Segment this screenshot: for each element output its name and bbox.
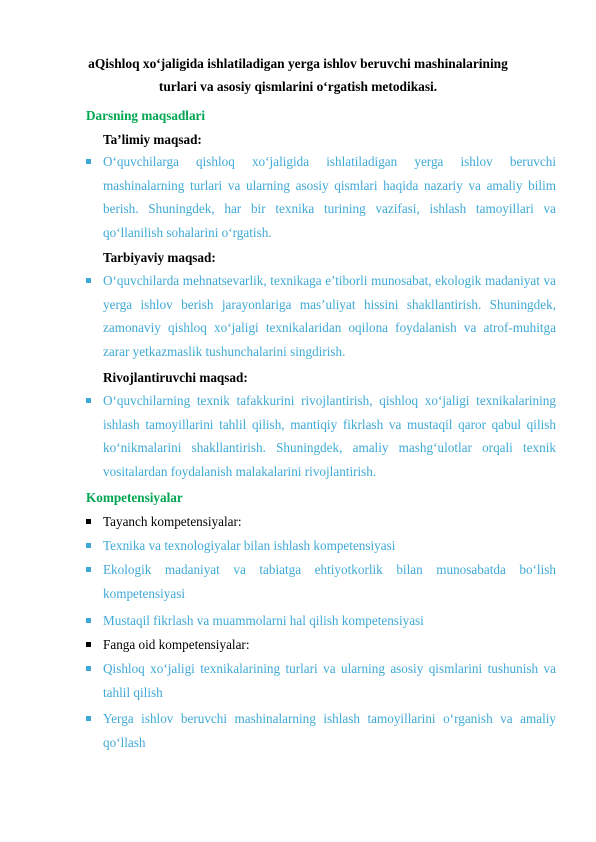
- bullet-icon: [86, 642, 91, 647]
- developmental-goal-label: Rivojlantiruvchi maqsad:: [103, 370, 248, 385]
- educational-goal-text: O‘quvchilarga qishloq xo‘jaligida ishlatiladigan yerga ishlov beruvchi mashinalarning turlari va ularning asosiy qismlari haqida nazariy va amaliy bilim berish. Shuningdek, har bir texnika turining vazifasi, ishlash tamoyillari va qo‘llanilish sohalarini o‘rgatish.: [103, 154, 556, 240]
- basic-competencies-item: [86, 510, 556, 534]
- competencies-heading: Kompetensiyalar: [86, 490, 183, 505]
- upbringing-goal-item: [86, 269, 556, 363]
- document-title: [0, 52, 596, 98]
- subject-competencies-label: Fanga oid kompetensiyalar:: [103, 637, 250, 652]
- upbringing-goal-text: O‘quvchilarda mehnatsevarlik, texnikaga e’tiborli munosabat, ekologik madaniyat va yerga ishlov berish jarayonlariga mas’uliyat hissini shakllantirish. Shuningdek, zamonaviy qishloq xo‘jaligi texnikalaridan oqilona foydalanish va atrof-muhitga zarar yetkazmaslik tushunchalarini singdirish.: [103, 273, 556, 359]
- bullet-icon: [86, 543, 91, 548]
- list-item-text: Yerga ishlov beruvchi mashinalarning ishlash tamoyillarini o‘rganish va amaliy qo‘llash: [103, 711, 556, 750]
- upbringing-goal-label: Tarbiyaviy maqsad:: [103, 250, 216, 265]
- developmental-goal-text: O‘quvchilarning texnik tafakkurini rivojlantirish, qishloq xo‘jaligi texnikalarining ishlash tamoyillarini tahlil qilish, mantiqiy fikrlash va mustaqil qaror qabul qilish ko‘nikmalarini shakllantirish. Shuningdek, amaliy mashg‘ulotlar orqali texnik vositalardan foydalanish malakalarini rivojlantirish.: [103, 393, 556, 479]
- educational-goal-item: [86, 150, 556, 244]
- list-item-text: Qishloq xo‘jaligi texnikalarining turlari va ularning asosiy qismlarini tushunish va tahlil qilish: [103, 661, 556, 700]
- educational-goal-label: Ta’limiy maqsad:: [103, 132, 202, 147]
- bullet-icon: [86, 716, 91, 721]
- bullet-icon: [86, 519, 91, 524]
- bullet-icon: [86, 666, 91, 671]
- bullet-icon: [86, 159, 91, 164]
- title-line-1: aQishloq xo‘jaligida ishlatiladigan yerga ishlov beruvchi mashinalarining: [88, 56, 508, 71]
- list-item: [86, 558, 556, 605]
- list-item: [86, 609, 556, 633]
- list-item-text: Ekologik madaniyat va tabiatga ehtiyotkorlik bilan munosabatda bo‘lish kompetensiyasi: [103, 562, 556, 601]
- bullet-icon: [86, 618, 91, 623]
- list-item: [86, 534, 556, 558]
- bullet-icon: [86, 398, 91, 403]
- list-item-text: Texnika va texnologiyalar bilan ishlash kompetensiyasi: [103, 538, 396, 553]
- list-item: [86, 707, 556, 754]
- title-line-2: turlari va asosiy qismlarini o‘rgatish metodikasi.: [158, 79, 438, 94]
- developmental-goal-item: [86, 389, 556, 483]
- bullet-icon: [86, 278, 91, 283]
- goals-heading: Darsning maqsadlari: [86, 108, 206, 123]
- list-item-text: Mustaqil fikrlash va muammolarni hal qilish kompetensiyasi: [103, 613, 424, 628]
- subject-competencies-item: [86, 633, 556, 657]
- bullet-icon: [86, 567, 91, 572]
- basic-competencies-label: Tayanch kompetensiyalar:: [103, 514, 242, 529]
- list-item: [86, 657, 556, 704]
